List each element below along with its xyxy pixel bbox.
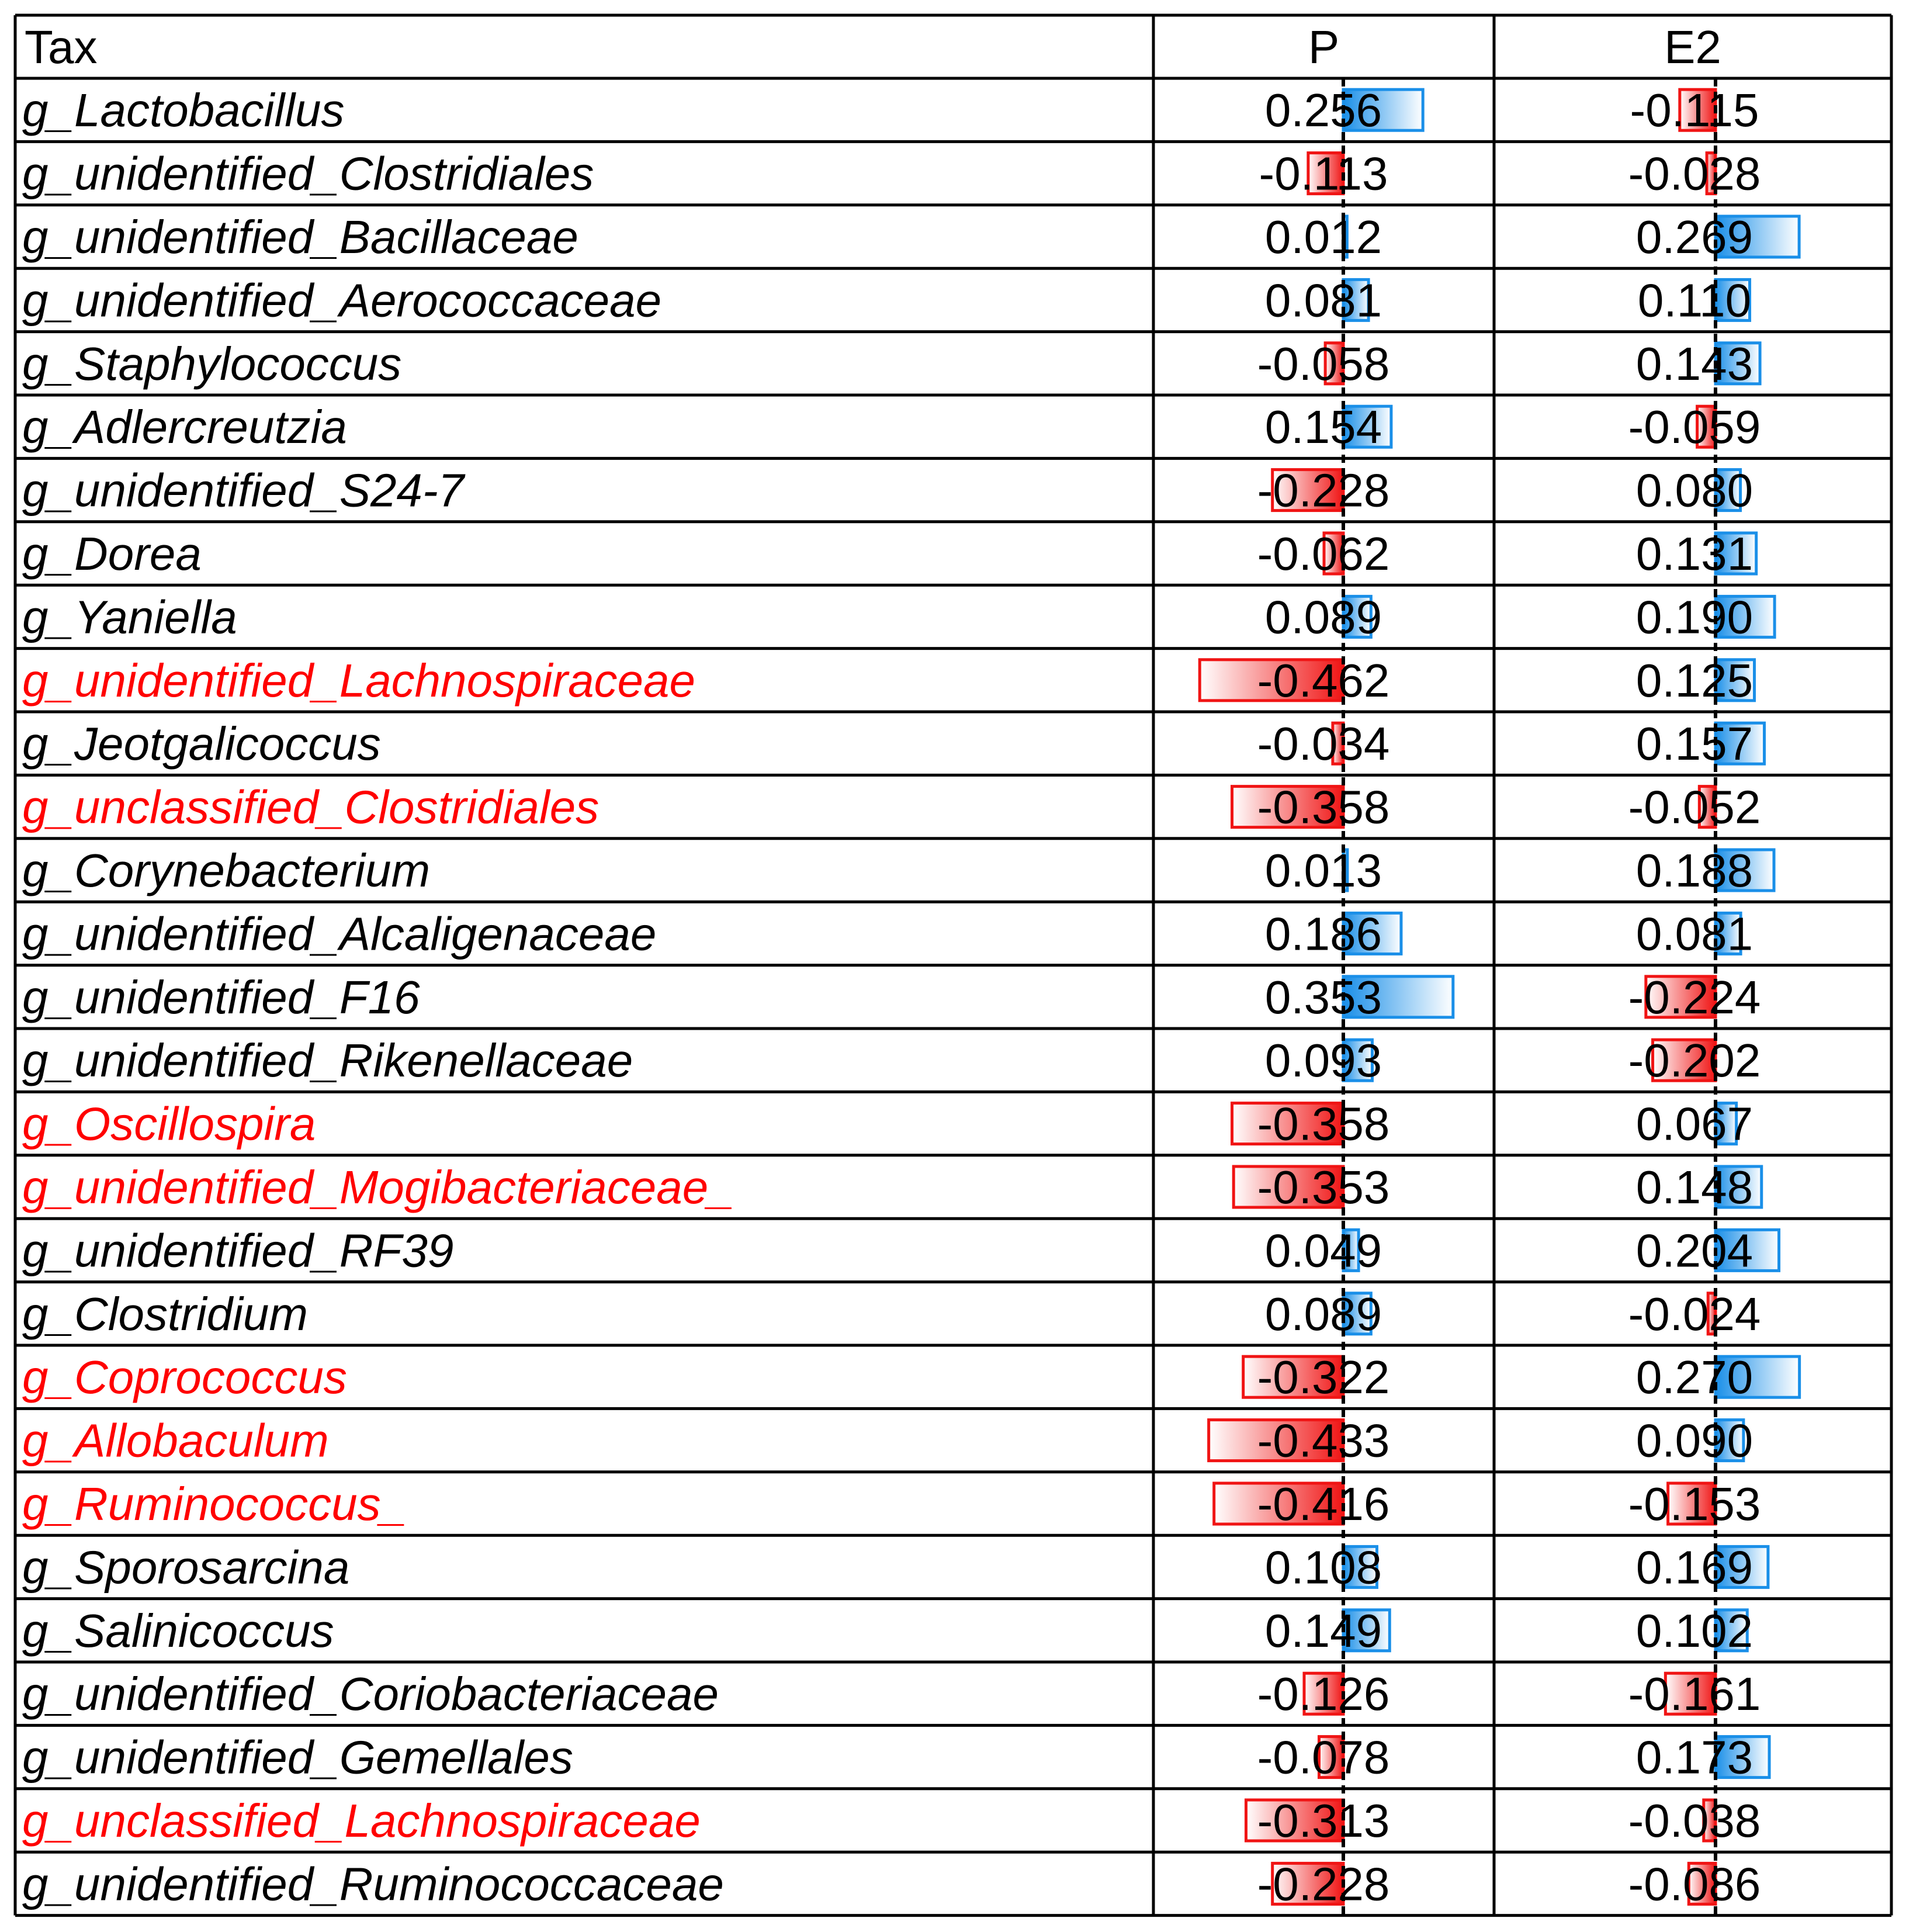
value-e2: -0.153	[1628, 1478, 1761, 1530]
value-p: -0.416	[1257, 1478, 1390, 1530]
value-e2: 0.131	[1635, 528, 1753, 580]
value-p: 0.186	[1264, 908, 1382, 960]
value-p: -0.433	[1257, 1414, 1390, 1467]
value-e2: -0.161	[1628, 1668, 1761, 1720]
value-e2: -0.059	[1628, 401, 1761, 453]
value-e2: 0.110	[1637, 274, 1752, 327]
tax-label: g_unidentified_Rikenellaceae	[22, 1034, 633, 1087]
tax-label: g_unidentified_Alcaligenaceae	[22, 908, 657, 960]
tax-label: g_unidentified_RF39	[22, 1224, 454, 1277]
value-e2: 0.269	[1635, 211, 1753, 263]
value-e2: 0.143	[1635, 337, 1753, 390]
value-p: -0.358	[1257, 781, 1390, 833]
value-e2: -0.202	[1628, 1034, 1761, 1087]
value-p: -0.113	[1259, 147, 1388, 200]
tax-label: g_Jeotgalicoccus	[22, 718, 381, 770]
header-e2: E2	[1664, 21, 1721, 73]
tax-label: g_Ruminococcus_	[22, 1478, 407, 1530]
value-e2: 0.090	[1635, 1414, 1753, 1467]
value-e2: -0.028	[1628, 147, 1761, 200]
value-p: -0.462	[1257, 654, 1390, 707]
tax-label: g_unclassified_Lachnospiraceae	[22, 1795, 701, 1847]
tax-label: g_unidentified_Clostridiales	[22, 147, 594, 200]
value-p: -0.078	[1257, 1731, 1390, 1784]
value-p: -0.353	[1257, 1161, 1390, 1213]
value-p: -0.313	[1257, 1795, 1390, 1847]
value-p: 0.093	[1264, 1034, 1382, 1087]
value-e2: -0.086	[1628, 1858, 1761, 1910]
tax-label: g_unidentified_Aerococcaceae	[22, 274, 662, 327]
value-p: 0.149	[1264, 1604, 1382, 1657]
tax-label: g_Salinicoccus	[22, 1604, 334, 1657]
value-e2: 0.190	[1635, 591, 1753, 643]
value-p: 0.081	[1264, 274, 1382, 327]
value-p: -0.062	[1257, 528, 1390, 580]
value-e2: 0.081	[1635, 908, 1753, 960]
value-e2: -0.038	[1628, 1795, 1761, 1847]
value-p: -0.358	[1257, 1097, 1390, 1150]
tax-label: g_Allobaculum	[22, 1414, 329, 1467]
tax-label: g_Corynebacterium	[22, 844, 431, 896]
tax-label: g_Coprococcus	[22, 1351, 347, 1404]
header-p: P	[1308, 21, 1340, 73]
value-e2: -0.052	[1628, 781, 1761, 833]
value-e2: -0.115	[1630, 84, 1759, 137]
value-e2: 0.102	[1635, 1604, 1753, 1657]
value-e2: 0.169	[1635, 1541, 1753, 1594]
value-e2: 0.148	[1635, 1161, 1753, 1213]
tax-label: g_Adlercreutzia	[22, 401, 347, 453]
tax-label: g_unidentified_Lachnospiraceae	[22, 654, 696, 707]
value-e2: -0.224	[1628, 971, 1761, 1023]
tax-label: g_Sporosarcina	[22, 1541, 350, 1594]
tax-label: g_unidentified_S24-7	[22, 464, 465, 517]
tax-label: g_Dorea	[22, 528, 202, 580]
value-p: 0.108	[1264, 1541, 1382, 1594]
tax-label: g_Yaniella	[22, 591, 237, 643]
value-e2: 0.204	[1635, 1224, 1753, 1277]
value-p: -0.034	[1257, 718, 1390, 770]
value-p: -0.228	[1257, 1858, 1390, 1910]
value-p: 0.089	[1264, 591, 1382, 643]
value-p: 0.154	[1264, 401, 1382, 453]
value-p: 0.049	[1264, 1224, 1382, 1277]
value-p: -0.228	[1257, 464, 1390, 517]
value-e2: 0.173	[1635, 1731, 1753, 1784]
value-e2: 0.080	[1635, 464, 1753, 517]
value-p: 0.013	[1264, 844, 1382, 896]
value-p: 0.353	[1264, 971, 1382, 1023]
value-p: -0.058	[1257, 337, 1390, 390]
tax-label: g_unidentified_Ruminococcaceae	[22, 1858, 724, 1910]
tax-label: g_unidentified_Coriobacteriaceae	[22, 1668, 719, 1720]
tax-label: g_unidentified_Mogibacteriaceae_	[22, 1161, 734, 1213]
value-e2: 0.067	[1635, 1097, 1753, 1150]
value-p: 0.089	[1264, 1287, 1382, 1340]
value-p: 0.012	[1264, 211, 1382, 263]
value-p: -0.126	[1257, 1668, 1390, 1720]
tax-label: g_unclassified_Clostridiales	[22, 781, 599, 833]
value-e2: 0.270	[1635, 1351, 1753, 1404]
value-e2: 0.125	[1635, 654, 1753, 707]
tax-label: g_Staphylococcus	[22, 337, 402, 390]
tax-label: g_Oscillospira	[22, 1097, 316, 1150]
value-p: 0.256	[1264, 84, 1382, 137]
value-e2: 0.157	[1635, 718, 1753, 770]
header-tax: Tax	[25, 21, 98, 73]
tax-label: g_Lactobacillus	[22, 84, 345, 137]
tax-label: g_unidentified_Gemellales	[22, 1731, 573, 1784]
value-e2: 0.188	[1635, 844, 1753, 896]
value-p: -0.322	[1257, 1351, 1390, 1404]
tax-label: g_unidentified_Bacillaceae	[22, 211, 578, 263]
tax-label: g_Clostridium	[22, 1287, 309, 1340]
tax-label: g_unidentified_F16	[22, 971, 420, 1023]
value-e2: -0.024	[1628, 1287, 1761, 1340]
